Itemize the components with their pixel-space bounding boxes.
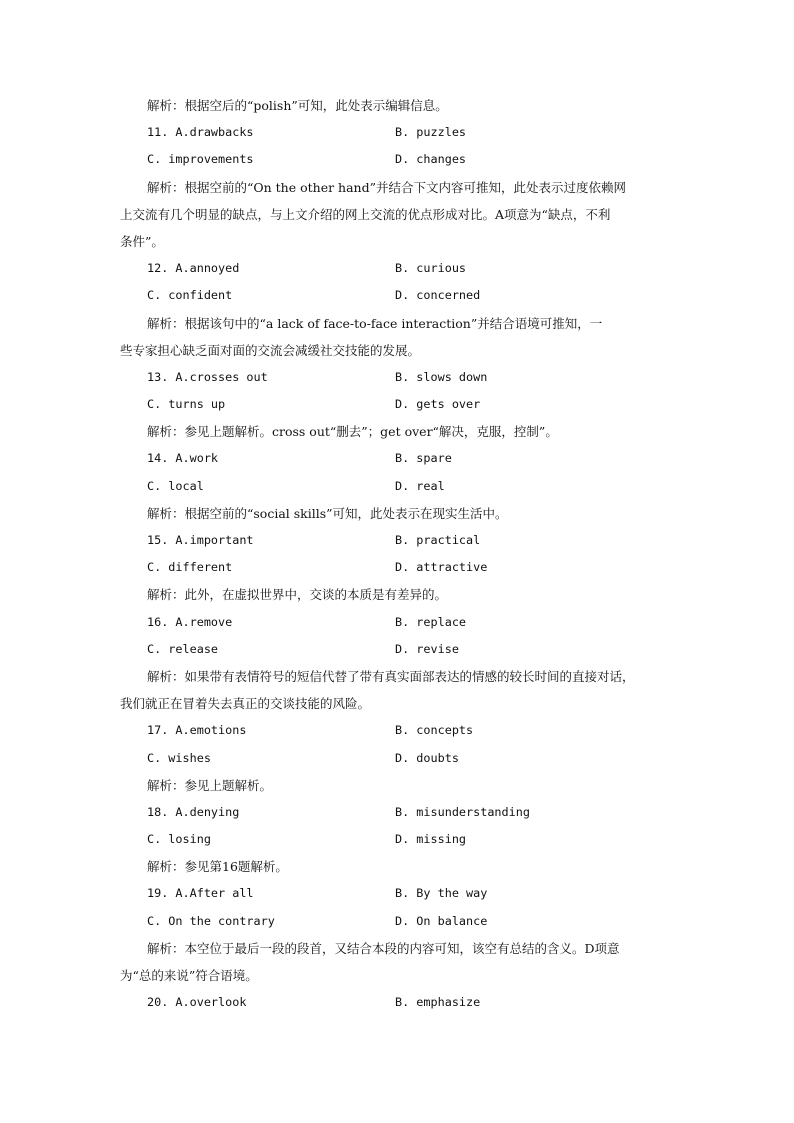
explanation-line: 些专家担心缺乏面对面的交流会减缓社交技能的发展。: [120, 342, 421, 358]
explanation-line: 上交流有几个明显的缺点，与上文介绍的网上交流的优点形成对比。A项意为“缺点，不利: [120, 206, 611, 222]
option-left: 18. A.denying: [147, 804, 240, 819]
option-left: C. losing: [147, 832, 211, 847]
option-row: [120, 989, 680, 1016]
option-left: 17. A.emotions: [147, 723, 247, 738]
option-right: B. practical: [395, 533, 481, 547]
option-left: 14. A.work: [147, 451, 219, 466]
option-row: [120, 527, 680, 554]
explanation-line: 解析：参见上题解析。: [147, 777, 273, 793]
option-right: B. concepts: [395, 723, 474, 738]
option-row: [120, 745, 680, 772]
explanation-line: 解析：参见上题解析。cross out“删去”；get over“解决，克服，控制”。: [147, 424, 558, 440]
answer-explanations: [120, 92, 680, 1016]
option-row: [120, 609, 680, 636]
option-right: B. emphasize: [395, 995, 481, 1010]
explanation-paragraph: [120, 418, 680, 445]
option-right: D. doubts: [395, 750, 459, 765]
explanation-line: 解析：根据空后的“polish”可知，此处表示编辑信息。: [147, 98, 448, 113]
explanation-paragraph: [120, 581, 680, 608]
option-left: C. turns up: [147, 397, 226, 412]
explanation-line: 解析：根据该句中的“a lack of face-to-face interaction”并结合语境可推知，一: [147, 315, 603, 331]
option-row: [120, 391, 680, 418]
option-right: D. revise: [395, 641, 459, 656]
option-right: B. slows down: [395, 369, 488, 384]
option-row: [120, 554, 680, 581]
option-row: [120, 473, 680, 500]
option-left: 19. A.After all: [147, 886, 254, 901]
option-row: [120, 282, 680, 309]
option-left: 12. A.annoyed: [147, 261, 240, 276]
option-row: [120, 146, 680, 173]
option-left: 16. A.remove: [147, 614, 233, 629]
explanation-line: 解析：如果带有表情符号的短信代替了带有真实面部表达的情感的较长时间的直接对话，: [147, 668, 635, 684]
option-row: [120, 717, 680, 744]
option-left: C. different: [147, 560, 233, 575]
option-right: B. misunderstanding: [395, 804, 530, 819]
option-row: [120, 445, 680, 472]
option-left: C. confident: [147, 288, 233, 303]
option-row: [120, 826, 680, 853]
option-left: C. On the contrary: [147, 913, 275, 928]
option-left: 20. A.overlook: [147, 995, 247, 1010]
explanation-paragraph: [120, 92, 680, 119]
explanation-line: 解析：本空位于最后一段的段首，又结合本段的内容可知，该空有总结的含义。D项意: [147, 940, 620, 956]
option-right: D. gets over: [395, 397, 481, 412]
option-left: C. wishes: [147, 750, 211, 765]
option-left: C. release: [147, 641, 219, 656]
option-row: [120, 908, 680, 935]
option-right: B. curious: [395, 261, 467, 276]
option-left: 13. A.crosses out: [147, 369, 268, 384]
explanation-paragraph: [120, 935, 680, 989]
option-right: B. replace: [395, 614, 467, 629]
explanation-line: 条件”。: [120, 233, 164, 249]
option-right: D. missing: [395, 832, 467, 847]
option-row: [120, 364, 680, 391]
option-row: [120, 255, 680, 282]
option-right: D. On balance: [395, 913, 488, 928]
explanation-paragraph: [120, 310, 680, 364]
option-left: 15. A.important: [147, 533, 254, 547]
explanation-line: 解析：根据空前的“social skills”可知，此处表示在现实生活中。: [147, 505, 508, 521]
option-row: [120, 636, 680, 663]
explanation-line: 解析：此外，在虚拟世界中，交谈的本质是有差异的。: [147, 587, 448, 603]
explanation-paragraph: [120, 663, 680, 717]
explanation-paragraph: [120, 853, 680, 880]
explanation-line: 解析：根据空前的“On the other hand”并结合下文内容可推知，此处表示过度依赖网: [147, 179, 626, 195]
explanation-line: 为“总的来说”符合语境。: [120, 968, 258, 983]
option-row: [120, 799, 680, 826]
option-right: B. By the way: [395, 886, 488, 901]
option-right: D. concerned: [395, 288, 481, 303]
option-left: C. local: [147, 478, 204, 493]
option-right: D. real: [395, 478, 445, 493]
option-left: C. improvements: [147, 152, 254, 167]
option-right: D. attractive: [395, 560, 488, 575]
explanation-paragraph: [120, 500, 680, 527]
explanation-line: 我们就正在冒着失去真正的交谈技能的风险。: [120, 696, 371, 712]
explanation-paragraph: [120, 174, 680, 256]
option-right: B. spare: [395, 451, 452, 466]
option-right: B. puzzles: [395, 125, 467, 140]
option-row: [120, 880, 680, 907]
option-right: D. changes: [395, 152, 467, 167]
option-left: 11. A.drawbacks: [147, 125, 254, 140]
explanation-line: 解析：参见第16题解析。: [147, 859, 288, 875]
explanation-paragraph: [120, 772, 680, 799]
option-row: [120, 119, 680, 146]
